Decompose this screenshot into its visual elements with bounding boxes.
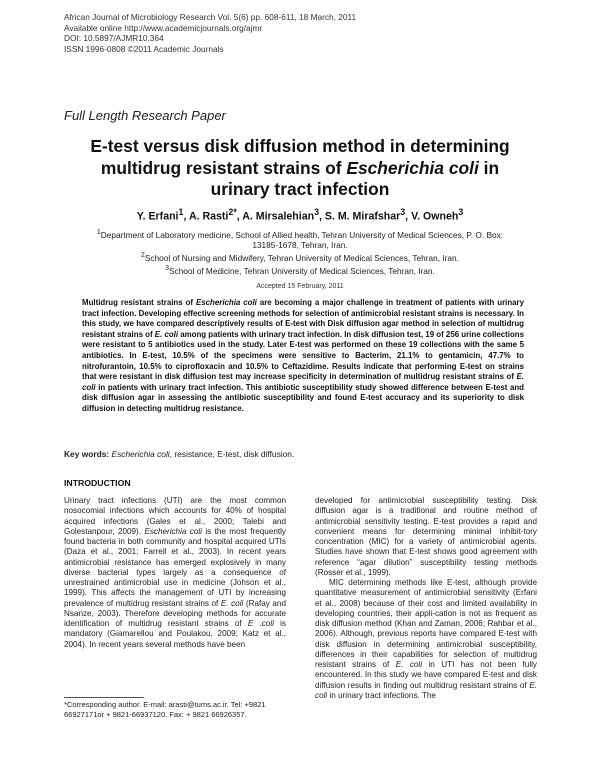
body-column-left bbox=[64, 496, 286, 650]
paragraph: developed for antimicrobial susceptibility testing. Disk diffusion agar is a traditional and routine method of antimicrobial sensitivity testing. E-test provides a rapid and convenient means for determining minimal inhibit-tory concentration (MIC) for a variety of antimicrobial agents. Studies have shown that E-test shows good agreement with reference “agar dilution” susceptibility testing methods (Rosser et al., 1999). bbox=[315, 496, 537, 577]
abstract: Multidrug resistant strains of Escherichia coli are becoming a major challenge in treatment of patients with urinary tract infection. Developing effective screening methods for selection of antimicrobial resistant strains is necessary. In this study, we have compared descriptively results of E-test with Disk diffusion agar method in selection of multidrug resistant strains of E. coli among patients with urinary tract infection. In disk diffusion test, 19 of 256 urine collections were resistant to 5 antibiotics used in the study. Later E-test was performed on these 19 collections with the same 5 antibiotics. In E-test, 10.5% of the specimens were sensitive to Bacterim, 21.1% to gentamicin, 47.7% to nitrofurantoin, 10.5% to ciprofloxacin and 10.5% to Ceftazidime. Results indicate that performing E-test on strains that were resistant in disk diffusion test may increase specificity in determination of multidrug resistant strains of E. coli in patients with urinary tract infection. This antibiotic susceptibility study showed difference between E-test and disk diffusion agar in assessing the antibiotic susceptibility and found E-test accuracy and its superiority to disk diffusion in detecting multidrug resistance. bbox=[82, 298, 524, 413]
author: V. Owneh bbox=[411, 210, 459, 223]
paper-title bbox=[40, 136, 560, 201]
author-affiliation-mark: 3 bbox=[400, 207, 406, 217]
paragraph: MIC determining methods like E-test, although provide quantitative measurement of antimicrobial sensitivity (Erfani et al., 2008) because of their cost and limited availability in developing countries, their appli-cation is not as frequent as disk diffusion method (Khan and Zaman, 2006; Rahbar et al., 2006). Although, previous reports have compared E-test with disk diffusion in determining antimicrobial susceptibility, differences in their capabilities for selection of multidrug resistant strains of E. coli in UTI has not been fully encountered. In this study we have compared E-test and disk diffusion results in finding out multidrug resistant strains of E. coli in urinary tract infections. The bbox=[315, 578, 537, 700]
title-line-1: E-test versus disk diffusion method in determining bbox=[90, 136, 510, 156]
title-line-2 bbox=[40, 158, 560, 180]
author-affiliation-mark: 2* bbox=[228, 207, 237, 217]
author: A. Rasti bbox=[188, 210, 229, 223]
author: Y. Erfani bbox=[136, 210, 179, 223]
title-text: multidrug resistant strains of bbox=[100, 157, 347, 178]
journal-url: Available online http://www.academicjournals.org/ajmr bbox=[64, 22, 263, 33]
author-list bbox=[40, 207, 560, 223]
affiliation-2: $^2$School of Nursing and Midwifery, Tehran University of Medical Sciences, Tehran, Iran. bbox=[141, 252, 459, 263]
affiliation-1-cont: 13185-1678, Tehran, Iran. bbox=[252, 240, 348, 251]
paper-type: Full Length Research Paper bbox=[64, 108, 226, 123]
body-column-right bbox=[315, 496, 537, 701]
author-separator: , bbox=[405, 210, 412, 223]
author-separator: , bbox=[319, 210, 325, 223]
author-affiliation-mark: 3 bbox=[458, 207, 464, 217]
journal-citation: African Journal of Microbiology Research Vol. 5(6) pp. 608-611, 18 March, 2011 bbox=[64, 12, 357, 22]
journal-doi: DOI: 10.5897/AJMR10.364 bbox=[64, 33, 164, 44]
affiliations bbox=[40, 228, 560, 276]
paragraph: Urinary tract infections (UTI) are the most common nosocomial infections which accounts for 40% of hospital acquired infections (Gales et al., 2000; Talebi and Golestanpour, 2009). Escherichia coli is the most frequently found bacteria in both community and hospital acquired UTIs (Daza et al., 2001; Farrell et al., 2003). In recent years antimicrobial resistance has emerged explosively in many diverse bacterial types largely as a consequence of unrestrained antimicrobial use in medicine (Johson et al., 1999). This affects the management of UTI by increasing prevalence of multidrug resistant strains of E. coli (Rafay and Nsanze, 2003). Therefore developing methods for accurate identification of multidrug resistant strains of E .coli is mandatory (Giamarellou and Poulakou, 2009; Katz et al., 2004). In recent years several methods have been bbox=[64, 496, 286, 649]
keywords-label: Key words: bbox=[64, 449, 110, 459]
affiliation-1: $^1$Department of Laboratory medicine, School of Allied health, Tehran University of Medical Sciences, P. O. Box: bbox=[96, 229, 504, 240]
author: S. M. Mirafshar bbox=[324, 210, 401, 223]
affiliation-3: $^3$School of Medicine, Tehran University of Medical Sciences, Tehran, Iran. bbox=[165, 264, 435, 276]
title-line-3: urinary tract infection bbox=[210, 179, 390, 199]
journal-header bbox=[64, 12, 356, 54]
keywords: Key words: Escherichia coli, resistance, E-test, disk diffusion. bbox=[64, 449, 295, 459]
corresponding-author-footnote: *Corresponding author. E-mail: arasti@tums.ac.ir. Tel: +9821 66927171or + 9821-66937120. Fax: + 9821 66926357. bbox=[64, 700, 266, 719]
title-species: Escherichia coli bbox=[346, 157, 479, 178]
footnote-divider bbox=[64, 697, 144, 698]
title-text: in bbox=[478, 157, 500, 178]
author-separator: , bbox=[183, 210, 189, 223]
author-affiliation-mark: 1 bbox=[178, 207, 184, 217]
journal-issn: ISSN 1996-0808 ©2011 Academic Journals bbox=[64, 43, 224, 54]
author: A. Mirsalehian bbox=[242, 210, 315, 223]
accepted-date: Accepted 15 February, 2011 bbox=[256, 283, 344, 290]
author-affiliation-mark: 3 bbox=[314, 207, 319, 217]
corresponding-author-star: * bbox=[233, 207, 237, 217]
author-separator: , bbox=[236, 210, 243, 223]
section-heading-introduction: INTRODUCTION bbox=[64, 478, 131, 488]
